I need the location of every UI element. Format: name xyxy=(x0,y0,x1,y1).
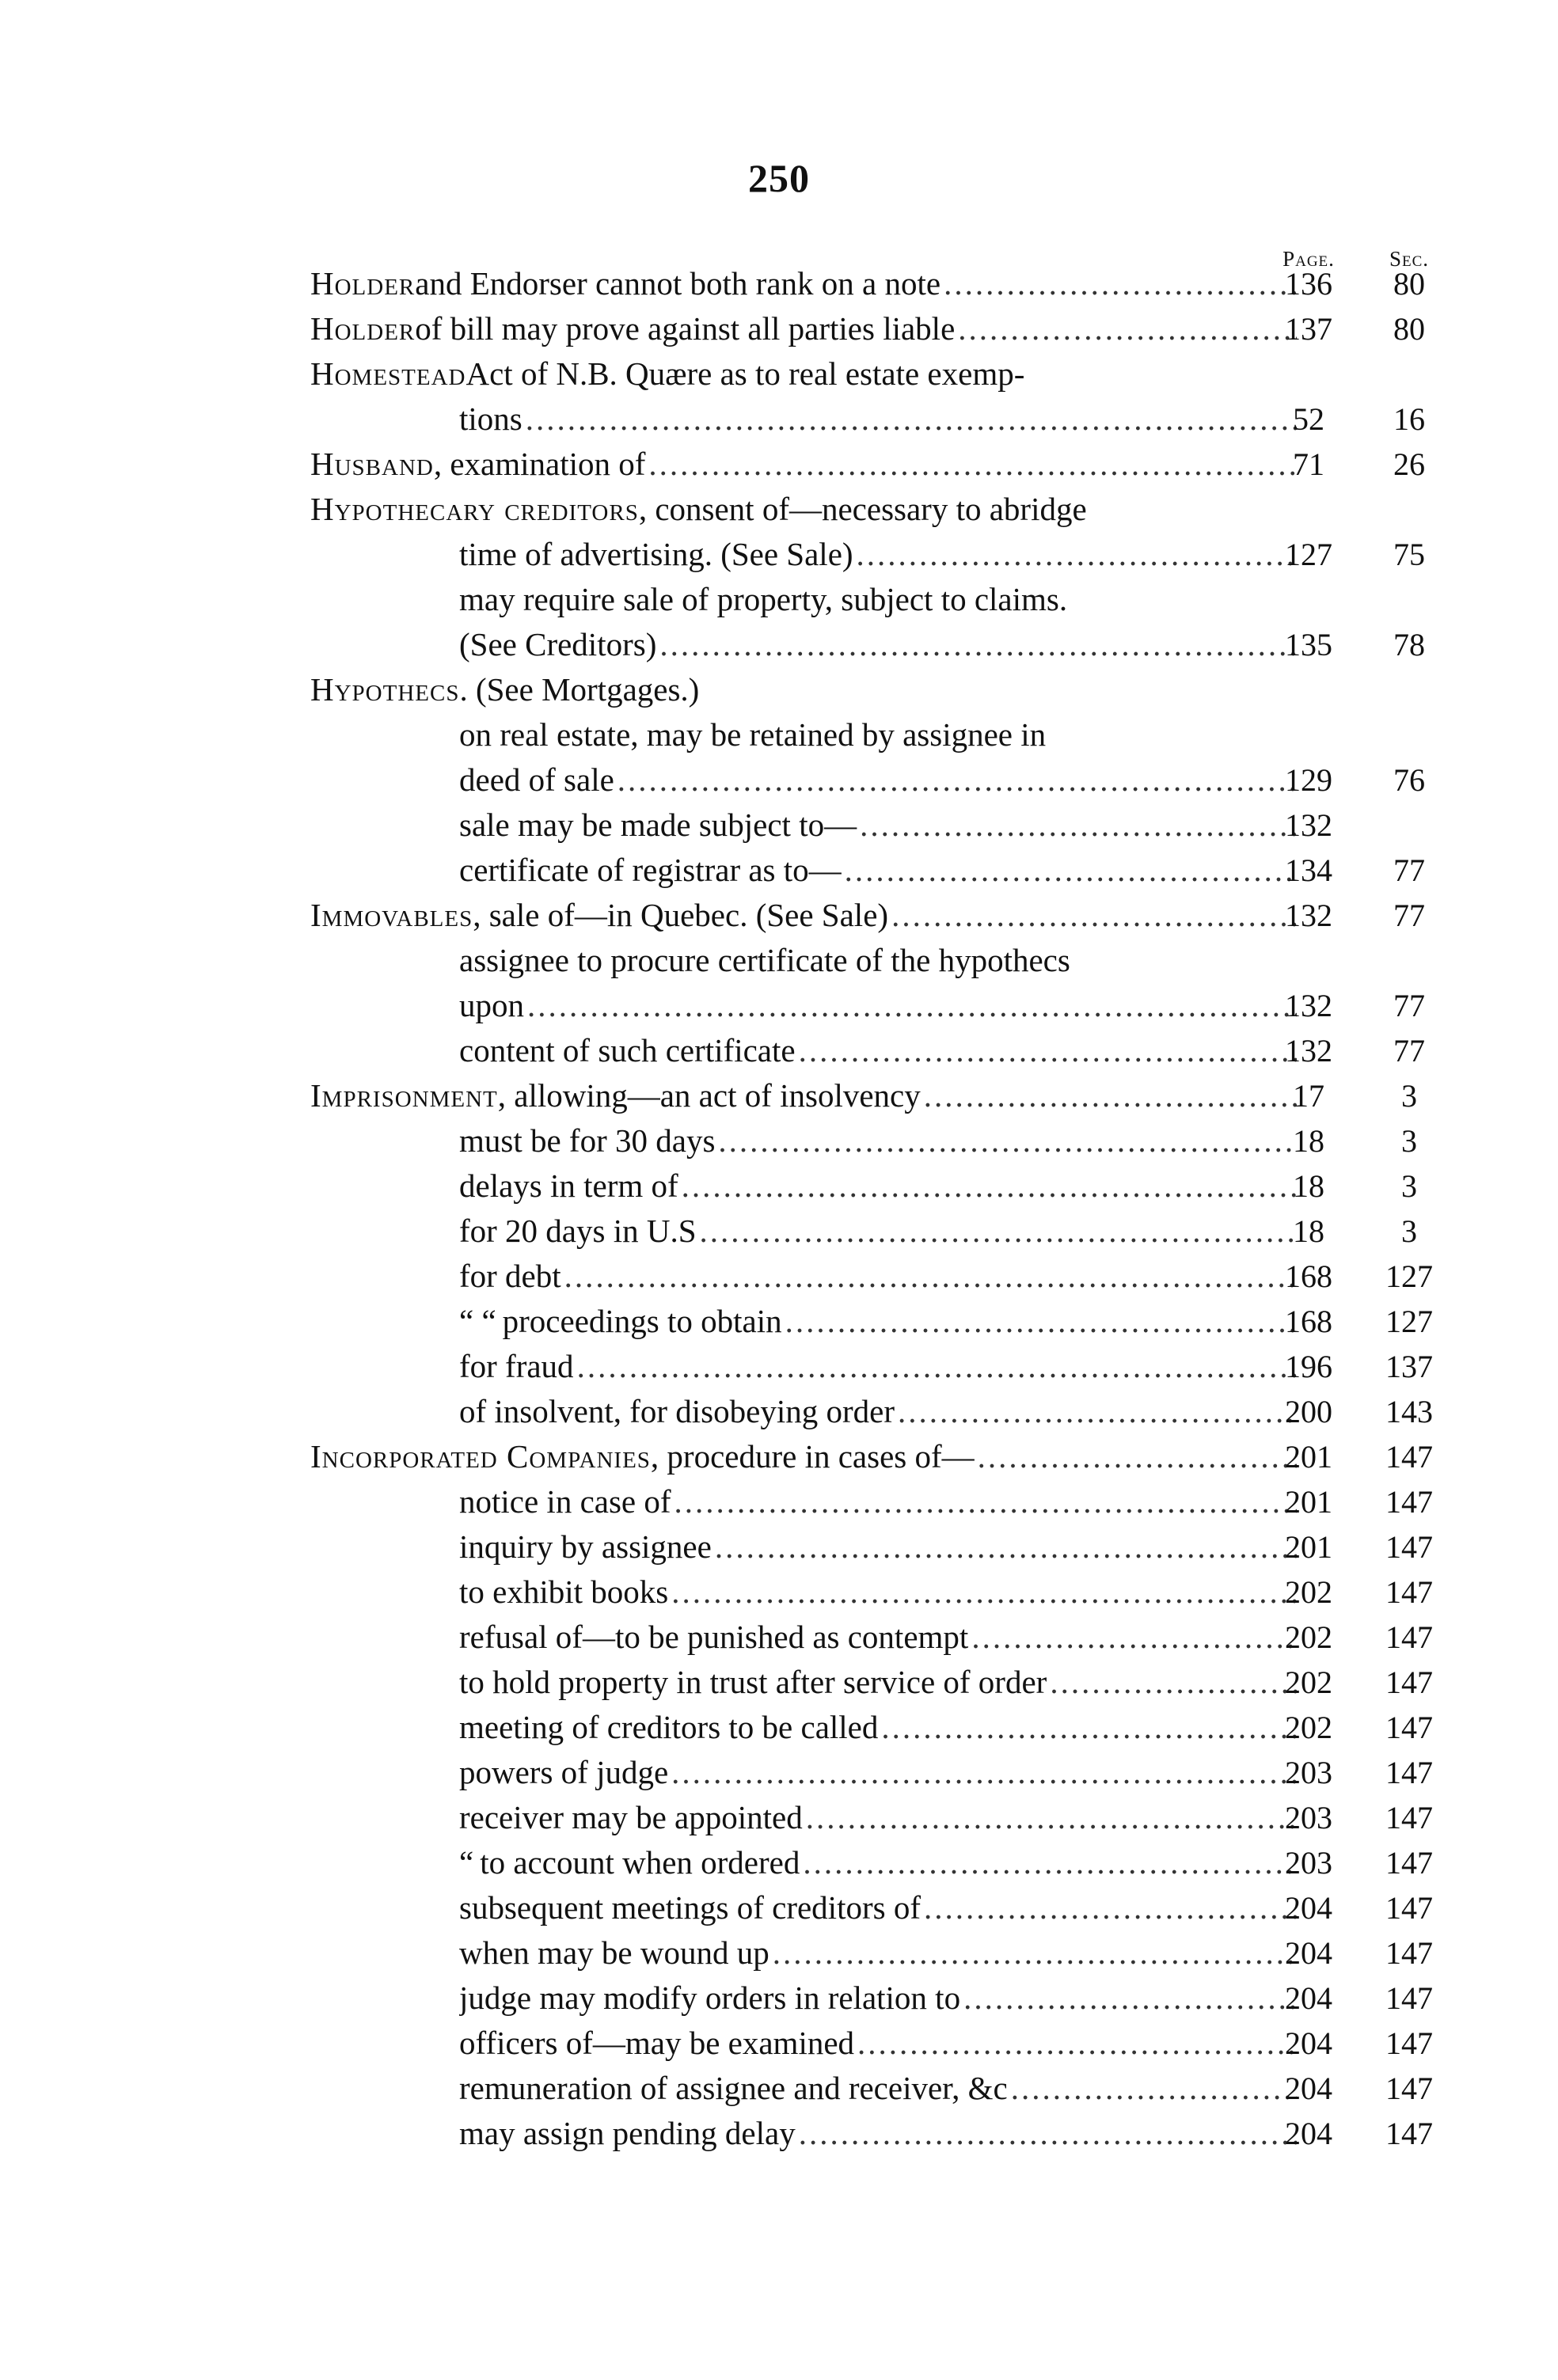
dot-leader xyxy=(924,1073,1297,1118)
page-ref: 202 xyxy=(1285,1664,1332,1700)
entry-description: upon xyxy=(459,987,524,1023)
entry-text xyxy=(459,577,1302,622)
dot-leader xyxy=(674,1479,1297,1524)
dot-leader xyxy=(618,757,1297,803)
dot-leader xyxy=(577,1344,1297,1389)
dot-leader xyxy=(799,1028,1297,1073)
page-ref: 168 xyxy=(1285,1304,1332,1339)
entry-text xyxy=(459,712,1302,757)
entry-description: remuneration of assignee and receiver, &c xyxy=(459,2070,1008,2106)
index-entry xyxy=(0,1976,1558,2021)
section-ref: 147 xyxy=(1385,2071,1433,2106)
dot-leader xyxy=(898,1389,1297,1434)
section-ref: 143 xyxy=(1385,1394,1433,1429)
section-ref: 127 xyxy=(1385,1304,1433,1339)
page-ref: 135 xyxy=(1285,627,1332,662)
dot-leader xyxy=(860,803,1297,848)
section-ref: 147 xyxy=(1385,1439,1433,1475)
section-ref: 80 xyxy=(1393,311,1425,347)
section-ref: 76 xyxy=(1393,762,1425,798)
entry-description: receiver may be appointed xyxy=(459,1799,803,1835)
section-ref: 147 xyxy=(1385,1935,1433,1971)
index-entry xyxy=(0,2021,1558,2066)
entry-text xyxy=(459,1254,1302,1299)
page-ref: 127 xyxy=(1285,537,1332,572)
index-entry xyxy=(0,1073,1558,1118)
entry-text xyxy=(459,938,1302,983)
dot-leader xyxy=(803,1840,1297,1885)
entry-heading: Immovables xyxy=(310,897,473,933)
entry-description: tions xyxy=(459,400,522,437)
dot-leader xyxy=(700,1209,1297,1254)
section-ref: 127 xyxy=(1385,1258,1433,1294)
entry-text xyxy=(459,1930,1302,1976)
page-ref: 17 xyxy=(1293,1078,1324,1114)
section-ref: 77 xyxy=(1393,852,1425,888)
ditto-mark: “ “ xyxy=(459,1303,496,1339)
entry-text xyxy=(459,848,1302,893)
section-ref: 147 xyxy=(1385,1484,1433,1520)
index-entry xyxy=(0,1299,1558,1344)
dot-leader xyxy=(671,1750,1297,1795)
section-ref: 147 xyxy=(1385,1664,1433,1700)
entry-description: to exhibit books xyxy=(459,1573,669,1610)
page-ref: 201 xyxy=(1285,1484,1332,1520)
dot-leader xyxy=(891,893,1297,938)
section-ref: 77 xyxy=(1393,1033,1425,1069)
entry-text xyxy=(459,1705,1302,1750)
dot-leader xyxy=(671,1570,1297,1615)
page-ref: 204 xyxy=(1285,1980,1332,2016)
index-entry xyxy=(0,1028,1558,1073)
page-ref: 200 xyxy=(1285,1394,1332,1429)
section-ref: 147 xyxy=(1385,1890,1433,1926)
index-entry xyxy=(0,983,1558,1028)
entry-text xyxy=(459,1795,1302,1840)
entry-description: for fraud xyxy=(459,1348,574,1384)
page-ref: 202 xyxy=(1285,1710,1332,1745)
entry-text xyxy=(459,2111,1302,2156)
entry-description: officers of—may be examined xyxy=(459,2025,855,2061)
entry-text xyxy=(459,532,1302,577)
section-ref: 75 xyxy=(1393,537,1425,572)
entry-text xyxy=(459,757,1302,803)
entry-text xyxy=(310,1434,1302,1479)
entry-text xyxy=(459,1389,1302,1434)
entry-description: of insolvent, for disobeying order xyxy=(459,1393,895,1429)
dot-leader xyxy=(718,1118,1297,1163)
entry-text xyxy=(459,1479,1302,1524)
section-ref: 3 xyxy=(1401,1078,1417,1114)
dot-leader xyxy=(857,2021,1297,2066)
entry-text xyxy=(459,1299,1302,1344)
dot-leader xyxy=(682,1163,1297,1209)
index-entry xyxy=(0,803,1558,848)
section-ref: 3 xyxy=(1401,1168,1417,1204)
index-entry xyxy=(0,2111,1558,2156)
entry-text xyxy=(310,667,1302,712)
entry-text xyxy=(310,893,1302,938)
entry-text xyxy=(459,1976,1302,2021)
dot-leader xyxy=(963,1976,1297,2021)
index-entry xyxy=(0,1570,1558,1615)
index-entry xyxy=(0,351,1558,397)
entry-description: , sale of—in Quebec. (See Sale) xyxy=(473,897,889,933)
entry-heading: Incorporated Companies xyxy=(310,1438,651,1475)
section-ref: 78 xyxy=(1393,627,1425,662)
entry-description: , consent of—necessary to abridge xyxy=(638,491,1087,527)
page-ref: 18 xyxy=(1293,1213,1324,1249)
dot-leader xyxy=(799,2111,1297,2156)
index-entry xyxy=(0,1163,1558,1209)
entry-description: inquiry by assignee xyxy=(459,1528,712,1565)
entry-description: must be for 30 days xyxy=(459,1122,716,1159)
index-entry xyxy=(0,1660,1558,1705)
index-entry xyxy=(0,1615,1558,1660)
page-ref: 132 xyxy=(1285,1033,1332,1069)
entry-text xyxy=(310,351,1302,397)
section-ref xyxy=(1370,803,1449,848)
entry-text xyxy=(459,1209,1302,1254)
section-ref: 3 xyxy=(1401,1213,1417,1249)
page-ref: 132 xyxy=(1285,807,1332,843)
entry-description: certificate of registrar as to— xyxy=(459,852,842,888)
dot-leader xyxy=(785,1299,1297,1344)
section-ref: 147 xyxy=(1385,1980,1433,2016)
page-ref: 203 xyxy=(1285,1755,1332,1790)
section-ref: 147 xyxy=(1385,1619,1433,1655)
entry-description: sale may be made subject to— xyxy=(459,807,857,843)
entry-description: to hold property in trust after service of order xyxy=(459,1664,1047,1700)
dot-leader xyxy=(1050,1660,1297,1705)
entry-description: powers of judge xyxy=(459,1754,669,1790)
index-entry xyxy=(0,848,1558,893)
section-ref: 147 xyxy=(1385,1529,1433,1565)
page-ref: 202 xyxy=(1285,1619,1332,1655)
dot-leader xyxy=(564,1254,1297,1299)
section-ref: 147 xyxy=(1385,1755,1433,1790)
entry-description: , allowing—an act of insolvency xyxy=(497,1077,921,1114)
entry-text xyxy=(459,1344,1302,1389)
page-ref: 136 xyxy=(1285,266,1332,302)
entry-description: time of advertising. (See Sale) xyxy=(459,536,853,572)
page-ref: 203 xyxy=(1285,1800,1332,1835)
section-ref: 147 xyxy=(1385,2116,1433,2151)
page-ref: 204 xyxy=(1285,2071,1332,2106)
entry-description: content of such certificate xyxy=(459,1032,796,1069)
index-entry xyxy=(0,487,1558,532)
entry-text xyxy=(459,983,1302,1028)
page-ref: 18 xyxy=(1293,1123,1324,1159)
index-entry xyxy=(0,2066,1558,2111)
page-ref: 204 xyxy=(1285,2025,1332,2061)
dot-leader xyxy=(971,1615,1297,1660)
page-ref: 137 xyxy=(1285,311,1332,347)
section-ref: 3 xyxy=(1401,1123,1417,1159)
entry-text xyxy=(459,2021,1302,2066)
entry-heading: Husband xyxy=(310,446,434,482)
entry-heading: Hypothecary creditors xyxy=(310,491,639,527)
entry-description: of bill may prove against all parties liable xyxy=(415,310,956,347)
section-ref: 147 xyxy=(1385,1845,1433,1881)
entry-description: assignee to procure certificate of the hypothecs xyxy=(459,942,1070,978)
entry-text xyxy=(310,442,1302,487)
entry-text xyxy=(310,306,1302,351)
entry-heading: Holder xyxy=(310,265,416,302)
entry-description: when may be wound up xyxy=(459,1934,770,1971)
entry-description: deed of sale xyxy=(459,761,614,798)
entry-text xyxy=(459,2066,1302,2111)
index-entry xyxy=(0,938,1558,983)
page-ref: 204 xyxy=(1285,1935,1332,1971)
entry-heading: Imprisonment xyxy=(310,1077,498,1114)
index-entry xyxy=(0,1254,1558,1299)
page-ref: 201 xyxy=(1285,1439,1332,1475)
page-ref: 196 xyxy=(1285,1349,1332,1384)
entry-description: , procedure in cases of— xyxy=(650,1438,975,1475)
entry-description: (See Creditors) xyxy=(459,626,657,662)
index-entry xyxy=(0,712,1558,757)
entry-description: proceedings to obtain xyxy=(502,1303,782,1339)
section-ref: 26 xyxy=(1393,446,1425,482)
dot-leader xyxy=(845,848,1297,893)
section-ref: 16 xyxy=(1393,401,1425,437)
page-ref: 168 xyxy=(1285,1258,1332,1294)
index-entry xyxy=(0,1885,1558,1930)
index-entry xyxy=(0,1434,1558,1479)
index-entry xyxy=(0,667,1558,712)
entry-heading: Hypothecs xyxy=(310,671,460,708)
index-entry xyxy=(0,306,1558,351)
dot-leader xyxy=(881,1705,1297,1750)
dot-leader xyxy=(648,442,1297,487)
index-entry xyxy=(0,1750,1558,1795)
page-column-header: Page. xyxy=(1282,247,1335,271)
page-ref: 52 xyxy=(1293,401,1324,437)
entry-text xyxy=(459,1028,1302,1073)
dot-leader xyxy=(715,1524,1297,1570)
dot-leader xyxy=(526,397,1297,442)
page-ref: 129 xyxy=(1285,762,1332,798)
dot-leader xyxy=(958,306,1297,351)
entry-description: and Endorser cannot both rank on a note xyxy=(415,265,941,302)
entry-description: may assign pending delay xyxy=(459,2115,796,2151)
index-entry xyxy=(0,577,1558,622)
entry-description: meeting of creditors to be called xyxy=(459,1709,879,1745)
entry-text xyxy=(459,1660,1302,1705)
entry-text xyxy=(459,622,1302,667)
entry-text xyxy=(459,1615,1302,1660)
entry-text xyxy=(459,397,1302,442)
entry-text xyxy=(310,1073,1302,1118)
entry-text xyxy=(459,1885,1302,1930)
entry-text xyxy=(459,1524,1302,1570)
entry-description: on real estate, may be retained by assignee in xyxy=(459,716,1047,753)
entry-text xyxy=(459,1750,1302,1795)
index-entry xyxy=(0,1344,1558,1389)
entry-description: delays in term of xyxy=(459,1167,678,1204)
entry-text xyxy=(459,1840,1302,1885)
entry-description: , examination of xyxy=(433,446,646,482)
entry-description: for 20 days in U.S xyxy=(459,1213,697,1249)
dot-leader xyxy=(806,1795,1297,1840)
index-entry xyxy=(0,532,1558,577)
section-ref: 77 xyxy=(1393,898,1425,933)
dot-leader xyxy=(773,1930,1297,1976)
page-ref: 18 xyxy=(1293,1168,1324,1204)
index-entry xyxy=(0,1209,1558,1254)
entry-description: Act of N.B. Quære as to real estate exemp- xyxy=(466,355,1025,392)
page-ref: 134 xyxy=(1285,852,1332,888)
section-ref: 80 xyxy=(1393,266,1425,302)
index-entry xyxy=(0,893,1558,938)
section-ref: 147 xyxy=(1385,1710,1433,1745)
index-entry xyxy=(0,1705,1558,1750)
entry-text xyxy=(310,261,1302,306)
dot-leader xyxy=(944,261,1297,306)
section-ref: 147 xyxy=(1385,2025,1433,2061)
entry-text xyxy=(459,1163,1302,1209)
dot-leader xyxy=(978,1434,1297,1479)
index-entry xyxy=(0,1840,1558,1885)
page-ref: 202 xyxy=(1285,1574,1332,1610)
section-column-header: Sec. xyxy=(1389,247,1430,271)
page-ref: 132 xyxy=(1285,898,1332,933)
section-ref: 147 xyxy=(1385,1574,1433,1610)
entry-text xyxy=(459,803,1302,848)
entry-text xyxy=(459,1118,1302,1163)
entry-description: notice in case of xyxy=(459,1483,671,1520)
index-entry xyxy=(0,1118,1558,1163)
index-entry xyxy=(0,1795,1558,1840)
dot-leader xyxy=(857,532,1297,577)
entry-heading: Homestead xyxy=(310,355,466,392)
index-entry xyxy=(0,442,1558,487)
index-list xyxy=(0,261,1558,2156)
entry-description: for debt xyxy=(459,1258,561,1294)
dot-leader xyxy=(1011,2066,1297,2111)
index-entry xyxy=(0,261,1558,306)
page-ref: 203 xyxy=(1285,1845,1332,1881)
section-ref: 137 xyxy=(1385,1349,1433,1384)
page-number: 250 xyxy=(748,156,810,200)
section-ref: 77 xyxy=(1393,988,1425,1023)
section-ref: 147 xyxy=(1385,1800,1433,1835)
entry-description: to account when ordered xyxy=(480,1844,800,1881)
entry-description: refusal of—to be punished as contempt xyxy=(459,1619,969,1655)
entry-text xyxy=(459,1570,1302,1615)
index-entry xyxy=(0,397,1558,442)
entry-description: may require sale of property, subject to claims. xyxy=(459,581,1068,617)
entry-description: judge may modify orders in relation to xyxy=(459,1980,961,2016)
entry-description: . (See Mortgages.) xyxy=(459,671,700,708)
page-ref: 204 xyxy=(1285,1890,1332,1926)
dot-leader xyxy=(924,1885,1297,1930)
page-ref: 201 xyxy=(1285,1529,1332,1565)
index-entry xyxy=(0,1389,1558,1434)
index-entry xyxy=(0,1524,1558,1570)
entry-text xyxy=(310,487,1302,532)
page-ref: 71 xyxy=(1293,446,1324,482)
ditto-mark: “ xyxy=(459,1844,474,1881)
index-entry xyxy=(0,622,1558,667)
page-ref: 204 xyxy=(1285,2116,1332,2151)
dot-leader xyxy=(527,983,1297,1028)
entry-description: subsequent meetings of creditors of xyxy=(459,1889,921,1926)
index-entry xyxy=(0,1479,1558,1524)
entry-heading: Holder xyxy=(310,310,416,347)
page-ref: 132 xyxy=(1285,988,1332,1023)
index-entry xyxy=(0,757,1558,803)
index-entry xyxy=(0,1930,1558,1976)
dot-leader xyxy=(659,622,1297,667)
